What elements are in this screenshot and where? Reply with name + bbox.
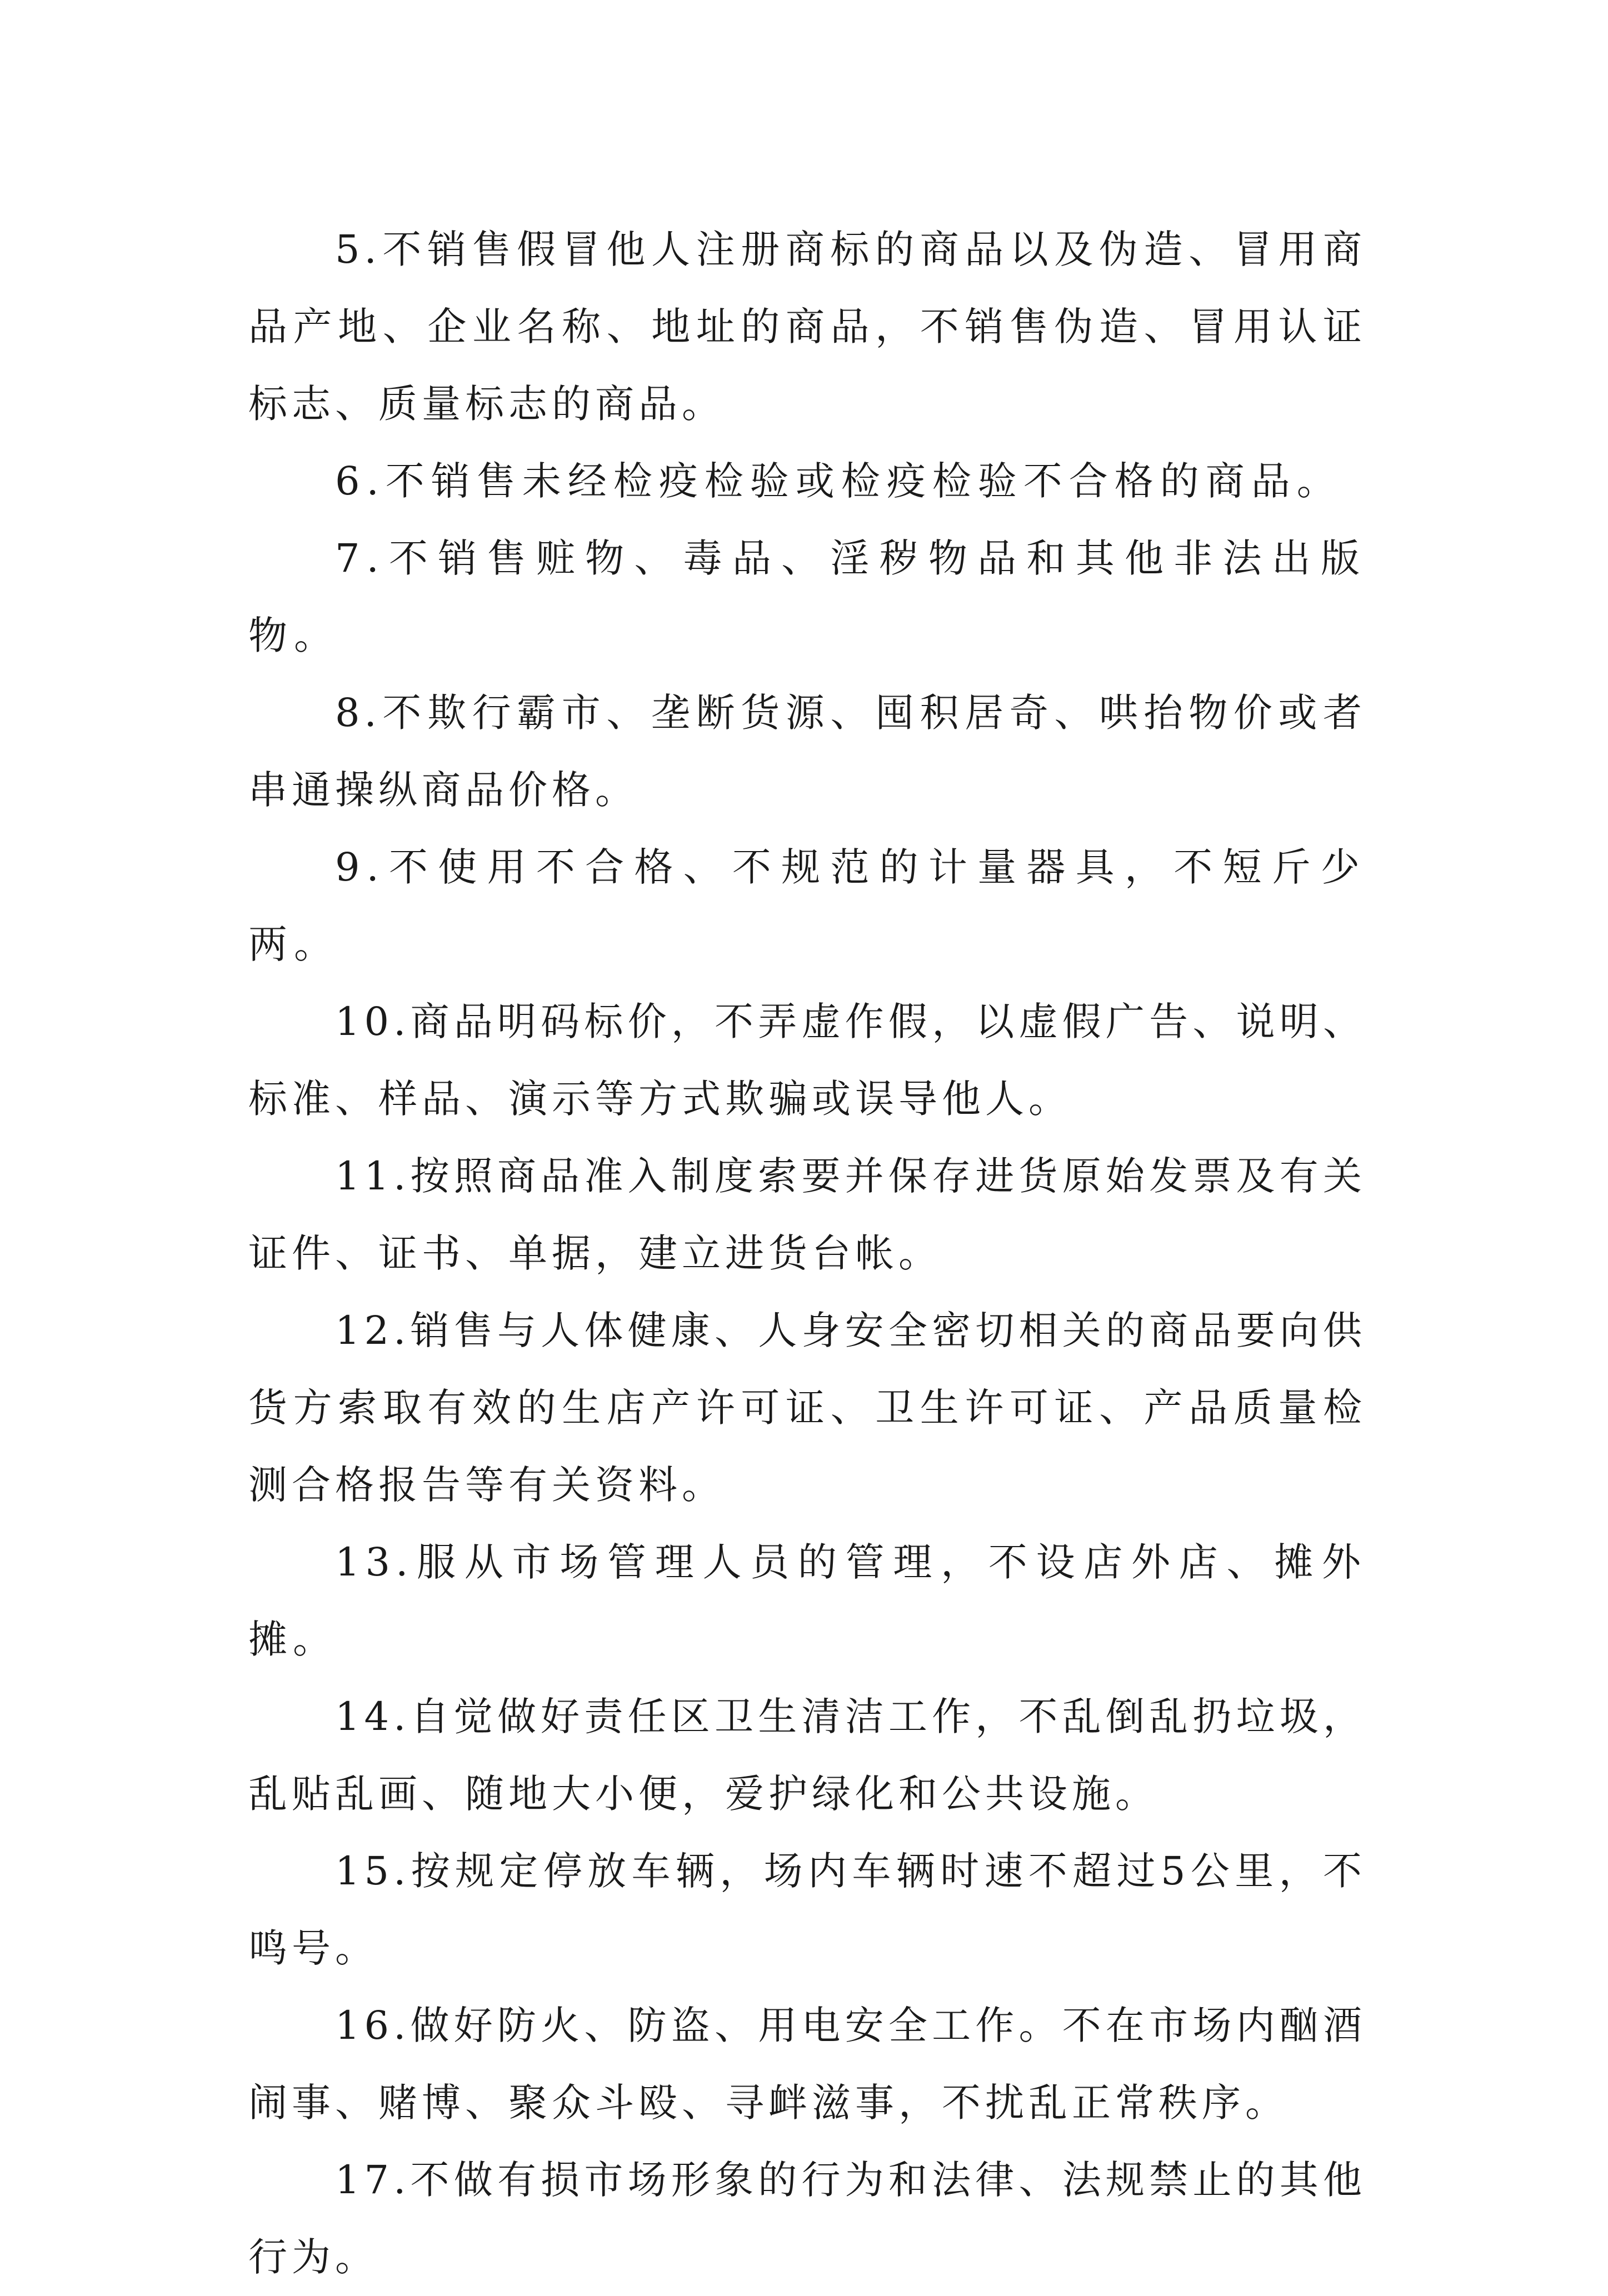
clause-10: 10.商品明码标价，不弄虚作假，以虚假广告、说明、标准、样品、演示等方式欺骗或误导他人。 bbox=[248, 999, 1366, 1122]
clause-16: 16.做好防火、防盗、用电安全工作。不在市场内酗酒闹事、赌博、聚众斗殴、寻衅滋事，不扰乱正常秩序。 bbox=[248, 2003, 1366, 2125]
clause-12: 12.销售与人体健康、人身安全密切相关的商品要向供货方索取有效的生店产许可证、卫生许可证、产品质量检测合格报告等有关资料。 bbox=[248, 1308, 1366, 1508]
clause-14: 14.自觉做好责任区卫生清洁工作，不乱倒乱扔垃圾，乱贴乱画、随地大小便，爱护绿化和公共设施。 bbox=[248, 1694, 1366, 1817]
clause-6: 6.不销售未经检疫检验或检疫检验不合格的商品。 bbox=[335, 458, 1342, 504]
clause-8: 8.不欺行霸市、垄断货源、囤积居奇、哄抬物价或者串通操纵商品价格。 bbox=[248, 690, 1366, 813]
clause-13: 13.服从市场管理人员的管理，不设店外店、摊外摊。 bbox=[248, 1539, 1366, 1662]
clause-9: 9.不使用不合格、不规范的计量器具，不短斤少两。 bbox=[248, 844, 1366, 967]
clause-15: 15.按规定停放车辆，场内车辆时速不超过5公里，不鸣号。 bbox=[248, 1848, 1366, 1971]
clause-17: 17.不做有损市场形象的行为和法律、法规禁止的其他行为。 bbox=[248, 2157, 1366, 2280]
clause-7: 7.不销售赃物、毒品、淫秽物品和其他非法出版物。 bbox=[248, 536, 1366, 658]
clause-11: 11.按照商品准入制度索要并保存进货原始发票及有关证件、证书、单据，建立进货台帐。 bbox=[248, 1153, 1366, 1276]
regulation-text bbox=[248, 211, 1366, 2296]
clause-5: 5.不销售假冒他人注册商标的商品以及伪造、冒用商品产地、企业名称、地址的商品，不销售伪造、冒用认证标志、质量标志的商品。 bbox=[248, 227, 1366, 427]
